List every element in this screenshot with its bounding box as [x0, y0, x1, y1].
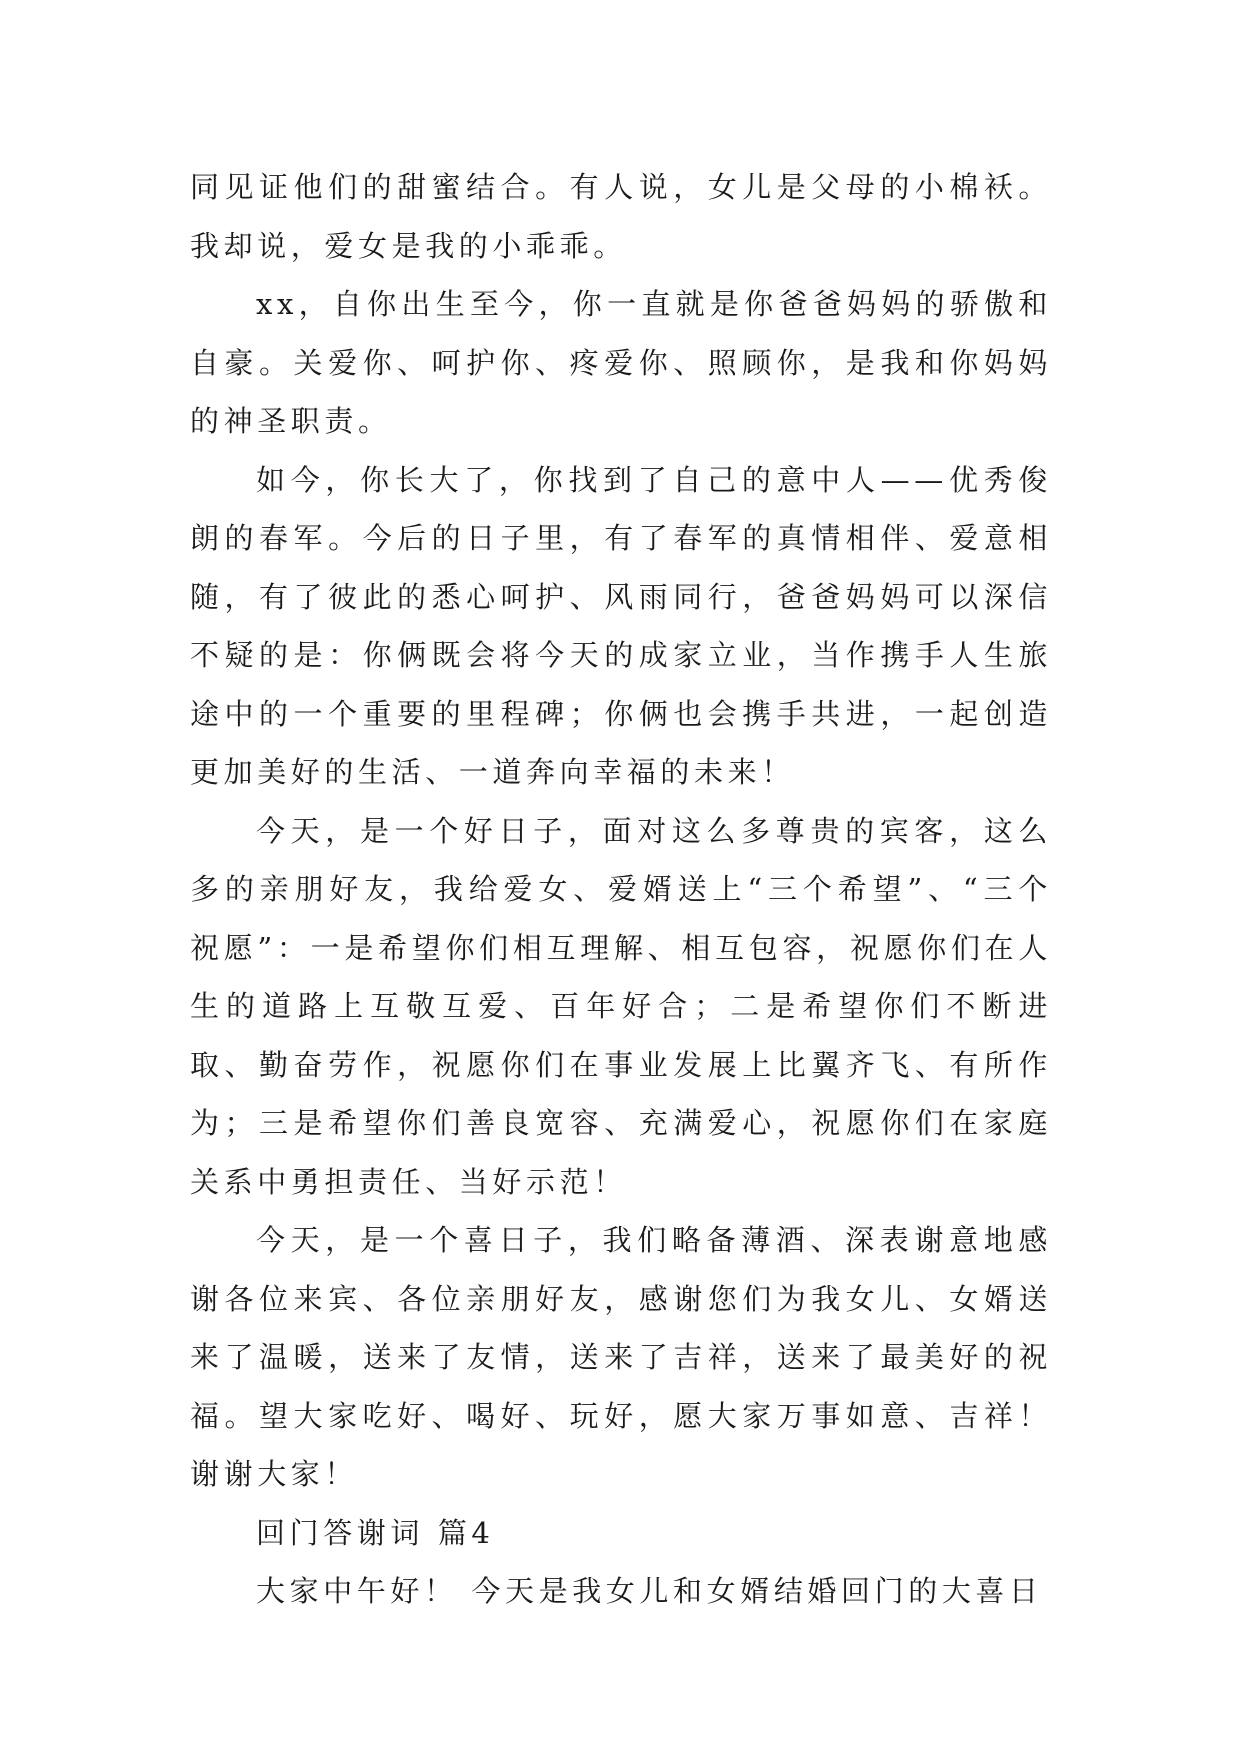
- paragraph-2: xx，自你出生至今，你一直就是你爸爸妈妈的骄傲和自豪。关爱你、呵护你、疼爱你、照顾你，是我和你妈妈的神圣职责。: [190, 287, 1052, 438]
- paragraph-4: 今天，是一个好日子，面对这么多尊贵的宾客，这么多的亲朋好友，我给爱女、爱婿送上“三个希望”、“三个祝愿”：一是希望你们相互理解、相互包容，祝愿你们在人生的道路上互敬互爱、百年好合；二是希望你们不断进取、勤奋劳作，祝愿你们在事业发展上比翼齐飞、有所作为；三是希望你们善良宽容、充满爱心，祝愿你们在家庭关系中勇担责任、当好示范！: [190, 813, 1052, 1199]
- paragraph-1: 同见证他们的甜蜜结合。有人说，女儿是父母的小棉袄。我却说，爱女是我的小乖乖。: [190, 170, 1052, 263]
- closing-paragraph: 大家中午好！ 今天是我女儿和女婿结婚回门的大喜日: [256, 1574, 1043, 1608]
- section-heading: 回门答谢词 篇4: [256, 1515, 495, 1550]
- paragraph-3: 如今，你长大了，你找到了自己的意中人——优秀俊朗的春军。今后的日子里，有了春军的真情相伴、爱意相随，有了彼此的悉心呵护、风雨同行，爸爸妈妈可以深信不疑的是：你俩既会将今天的成家立业，当作携手人生旅途中的一个重要的里程碑；你俩也会携手共进，一起创造更加美好的生活、一道奔向幸福的未来！: [190, 462, 1052, 789]
- paragraph-5: 今天，是一个喜日子，我们略备薄酒、深表谢意地感谢各位来宾、各位亲朋好友，感谢您们为我女儿、女婿送来了温暖，送来了友情，送来了吉祥，送来了最美好的祝福。望大家吃好、喝好、玩好，愿大家万事如意、吉祥！谢谢大家！: [190, 1223, 1052, 1491]
- document-body: [190, 158, 1052, 1621]
